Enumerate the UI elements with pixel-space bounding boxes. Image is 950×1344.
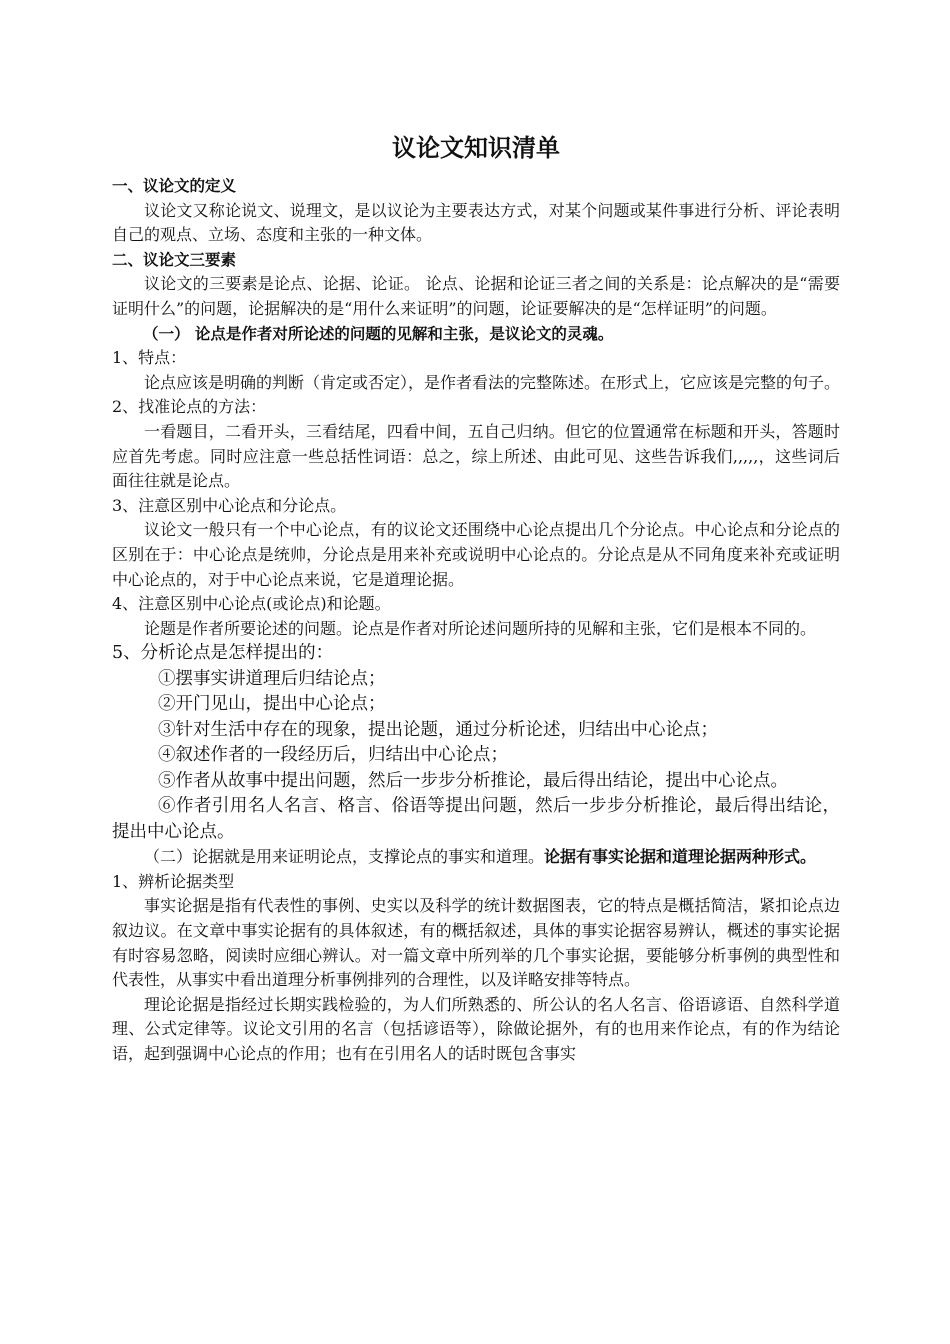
document-page	[112, 128, 840, 1067]
list-item: ⑥作者引用名人名言、格言、俗语等提出问题，然后一步步分析推论，最后得出结论，提出中心论点。	[112, 796, 840, 842]
section-heading-definition: 一、议论文的定义	[112, 177, 237, 195]
paragraph-factual-evidence: 事实论据是指有代表性的事例、史实以及科学的统计数据图表，它的特点是概括简洁，紧扣论点边叙边议。在文章中事实论据有的具体叙述，有的概括叙述，具体的事实论据容易辨认，概述的事实论据有时容易忽略，阅读时应细心辨认。对一篇文章中所列举的几个事实论据，要能够分析事例的典型性和代表性，从事实中看出道理分析事例排列的合理性，以及详略安排等特点。	[112, 896, 840, 990]
item-label-evidence-types: 1、辨析论据类型	[112, 871, 235, 891]
item-label-how-proposed: 5、分析论点是怎样提出的：	[112, 643, 334, 664]
item-label-thesis-vs-topic: 4、注意区别中心论点(或论点)和论题。	[112, 594, 391, 614]
document-title: 议论文知识清单	[392, 134, 560, 162]
list-item: ②开门见山，提出中心论点；	[158, 694, 386, 715]
section-heading-elements: 二、议论文三要素	[112, 250, 237, 269]
subheading-evidence-plain: （二）论据就是用来证明论点，支撑论点的事实和道理。	[144, 847, 545, 867]
paragraph-thesis-vs-topic: 论题是作者所要论述的问题。论点是作者对所论述问题所持的见解和主张，它们是根本不同的。	[144, 618, 817, 638]
list-item: ①摆事实讲道理后归结论点；	[158, 668, 386, 689]
paragraph-theoretical-evidence: 理论论据是指经过长期实践检验的，为人们所熟悉的、所公认的名人名言、俗语谚语、自然科学道理、公式定律等。议论文引用的名言（包括谚语等），除做论据外，有的也用来作论点，有的作为结论语，起到强调中心论点的作用；也有在引用名人的话时既包含事实	[112, 994, 840, 1064]
subheading-evidence	[112, 845, 840, 870]
item-label-find-thesis: 2、找准论点的方法：	[112, 397, 267, 417]
subheading-thesis: （一） 论点是作者对所论述的问题的见解和主张，是议论文的灵魂。	[143, 324, 614, 343]
paragraph-central-vs-sub: 议论文一般只有一个中心论点，有的议论文还围绕中心论点提出几个分论点。中心论点和分论点的区别在于：中心论点是统帅，分论点是用来补充或说明中心论点的。分论点是从不同角度来补充或证明中心论点的，对于中心论点来说，它是道理论据。	[112, 520, 840, 589]
paragraph-features: 论点应该是明确的判断（肯定或否定），是作者看法的完整陈述。在形式上，它应该是完整的句子。	[144, 372, 841, 392]
item-label-central-vs-sub: 3、注意区别中心论点和分论点。	[112, 495, 347, 515]
paragraph-elements: 议论文的三要素是论点、论据、论证。 论点、论据和论证三者之间的关系是：论点解决的是“需要证明什么”的问题，论据解决的是“用什么来证明”的问题，论证要解决的是“怎样证明”的问题。	[112, 274, 840, 318]
list-item: ⑤作者从故事中提出问题，然后一步步分析推论，最后得出结论，提出中心论点。	[158, 770, 788, 791]
subheading-evidence-bold: 论据有事实论据和道理论据两种形式。	[544, 847, 817, 867]
item-label-features: 1、特点：	[112, 348, 187, 368]
list-item: ④叙述作者的一段经历后，归结出中心论点；	[158, 745, 508, 766]
paragraph-definition: 议论文又称论说文、说理文，是以议论为主要表达方式，对某个问题或某件事进行分析、评论表明自己的观点、立场、态度和主张的一种文体。	[112, 200, 840, 245]
paragraph-find-thesis: 一看题目，二看开头，三看结尾，四看中间，五自己归纳。但它的位置通常在标题和开头，答题时应首先考虑。同时应注意一些总括性词语：总之，综上所述、由此可见、这些告诉我们,,,,,，这些词后面往往就是论点。	[112, 421, 840, 491]
list-item: ③针对生活中存在的现象，提出论题，通过分析论述，归结出中心论点；	[158, 719, 718, 740]
